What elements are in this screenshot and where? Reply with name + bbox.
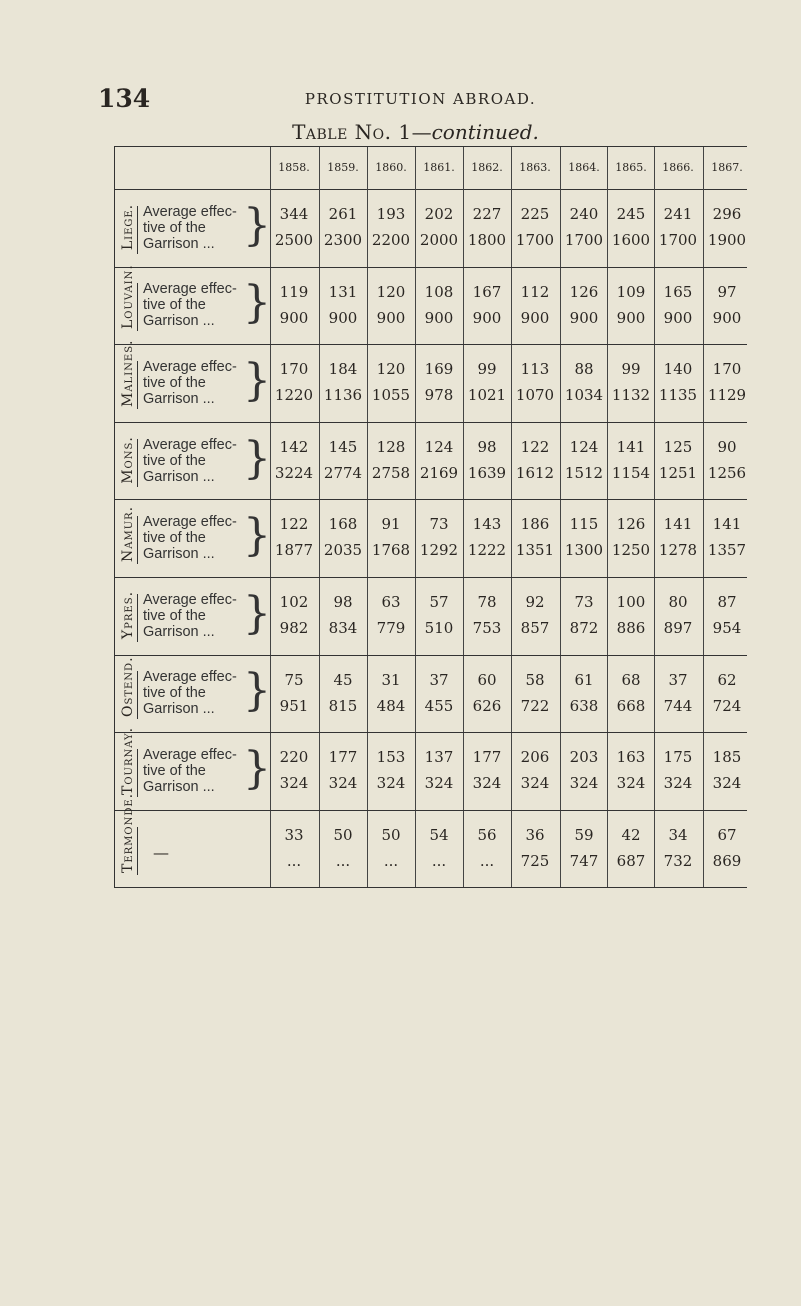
value-top: 90	[717, 437, 737, 456]
row-label-line: tive of the	[143, 297, 206, 314]
value-bottom: 978	[424, 386, 454, 405]
value-top: 42	[621, 825, 641, 844]
value-top: 98	[477, 437, 497, 456]
table-title: Table No. 1—continued.	[292, 120, 539, 144]
value-bottom: 1154	[611, 463, 651, 482]
value-bottom: ...	[431, 851, 447, 870]
value-bottom: 687	[616, 851, 646, 870]
value-bottom: 1600	[611, 231, 651, 249]
row-label-line: Garrison ...	[143, 313, 215, 330]
row-label-line: tive of the	[143, 452, 206, 469]
value-top: 33	[284, 825, 304, 844]
value-bottom: 954	[712, 619, 742, 637]
value-top: 203	[569, 748, 599, 767]
value-top: 167	[472, 282, 502, 301]
value-top: 186	[520, 515, 550, 534]
value-bottom: 455	[424, 696, 454, 715]
value-top: 122	[520, 437, 550, 456]
value-bottom: 2035	[323, 541, 363, 560]
value-bottom: 2169	[419, 463, 459, 482]
value-bottom: 900	[663, 308, 693, 327]
value-top: 153	[376, 748, 406, 767]
value-bottom: 1300	[564, 541, 604, 560]
value-bottom: 1132	[611, 386, 651, 405]
year-header: 1867.	[711, 161, 743, 174]
year-header: 1866.	[662, 161, 694, 174]
value-top: 78	[477, 593, 497, 611]
value-top: 45	[333, 670, 353, 689]
city-block	[115, 422, 747, 501]
value-top: 60	[477, 670, 497, 689]
value-bottom: 1250	[611, 541, 651, 560]
value-bottom: 1700	[515, 231, 555, 249]
label-rule	[137, 516, 138, 564]
value-top: 145	[328, 437, 358, 456]
value-top: 120	[376, 282, 406, 301]
city-name: Termonde.	[120, 792, 136, 873]
value-top: 120	[376, 360, 406, 379]
value-bottom: 1351	[515, 541, 555, 560]
year-header: 1865.	[615, 161, 647, 174]
value-bottom: ...	[479, 851, 495, 870]
value-top: 137	[424, 748, 454, 767]
city-name: Liege.	[120, 203, 136, 250]
value-top: 193	[376, 205, 406, 223]
value-top: 202	[424, 205, 454, 223]
value-bottom: 2000	[419, 231, 459, 249]
value-top: 119	[279, 282, 309, 301]
city-name: Tournay.	[120, 726, 136, 795]
value-top: 99	[477, 360, 497, 379]
value-top: 163	[616, 748, 646, 767]
city-name: Ypres.	[120, 590, 136, 639]
value-bottom: 1034	[564, 386, 604, 405]
value-bottom: 900	[616, 308, 646, 327]
value-bottom: 324	[663, 774, 693, 793]
brace-glyph: }	[243, 742, 271, 794]
value-top: 169	[424, 360, 454, 379]
value-bottom: 2300	[323, 231, 363, 249]
value-bottom: 324	[616, 774, 646, 793]
value-top: 241	[663, 205, 693, 223]
value-top: 184	[328, 360, 358, 379]
row-label-line: tive of the	[143, 530, 206, 547]
value-top: 37	[429, 670, 449, 689]
value-top: 225	[520, 205, 550, 223]
value-bottom: ...	[383, 851, 399, 870]
year-header: 1858.	[278, 161, 310, 174]
value-bottom: 1129	[707, 386, 747, 405]
value-bottom: 722	[520, 696, 550, 715]
value-top: 115	[569, 515, 599, 534]
value-top: 122	[279, 515, 309, 534]
value-bottom: 725	[520, 851, 550, 870]
value-bottom: 1292	[419, 541, 459, 560]
value-top: 220	[279, 748, 309, 767]
value-bottom: 510	[424, 619, 454, 637]
city-name: Ostend.	[120, 656, 136, 718]
value-bottom: 1768	[371, 541, 411, 560]
value-bottom: 982	[279, 619, 309, 637]
value-top: 227	[472, 205, 502, 223]
row-label	[143, 199, 271, 252]
value-bottom: 2200	[371, 231, 411, 249]
value-bottom: 1700	[564, 231, 604, 249]
value-top: 102	[279, 593, 309, 611]
year-header: 1863.	[519, 161, 551, 174]
brace-glyph: }	[243, 665, 271, 717]
label-rule	[137, 827, 138, 875]
value-top: 67	[717, 825, 737, 844]
value-top: 245	[616, 205, 646, 223]
value-top: 142	[279, 437, 309, 456]
value-top: 240	[569, 205, 599, 223]
running-head: PROSTITUTION ABROAD.	[304, 90, 537, 108]
value-top: 37	[668, 670, 688, 689]
label-rule	[137, 361, 138, 409]
label-rule	[137, 749, 138, 797]
value-bottom: 324	[569, 774, 599, 793]
value-top: 113	[520, 360, 550, 379]
value-top: 100	[616, 593, 646, 611]
value-bottom: ...	[335, 851, 351, 870]
value-top: 140	[663, 360, 693, 379]
table-title-prefix: Table No. 1	[292, 120, 412, 144]
value-top: 177	[472, 748, 502, 767]
brace-glyph: }	[243, 432, 271, 484]
year-header: 1861.	[423, 161, 455, 174]
row-label	[143, 432, 271, 485]
row-label-line: Average effec-	[143, 203, 237, 220]
label-rule	[137, 671, 138, 719]
value-bottom: 815	[328, 696, 358, 715]
value-bottom: 724	[712, 696, 742, 715]
value-bottom: 897	[663, 619, 693, 637]
value-bottom: 1055	[371, 386, 411, 405]
value-top: 141	[663, 515, 693, 534]
value-top: 59	[574, 825, 594, 844]
value-top: 34	[668, 825, 688, 844]
brace-glyph: }	[243, 354, 271, 406]
year-header: 1860.	[375, 161, 407, 174]
value-top: 98	[333, 593, 353, 611]
value-bottom: 732	[663, 851, 693, 870]
value-top: 87	[717, 593, 737, 611]
value-bottom: 857	[520, 619, 550, 637]
value-bottom: 324	[328, 774, 358, 793]
value-bottom: 2500	[274, 231, 314, 249]
value-bottom: ...	[286, 851, 302, 870]
value-bottom: 626	[472, 696, 502, 715]
label-rule	[137, 283, 138, 331]
row-label	[143, 665, 271, 718]
value-bottom: 1136	[323, 386, 363, 405]
table-title-suffix: continued.	[431, 120, 539, 144]
value-bottom: 3224	[274, 463, 314, 482]
value-bottom: 324	[424, 774, 454, 793]
row-label-line: Garrison ...	[143, 390, 215, 407]
value-bottom: 1070	[515, 386, 555, 405]
value-bottom: 834	[328, 619, 358, 637]
value-bottom: 1222	[467, 541, 507, 560]
row-label	[143, 587, 271, 640]
value-top: 170	[279, 360, 309, 379]
row-label-line: Garrison ...	[143, 235, 215, 252]
value-bottom: 900	[328, 308, 358, 327]
value-top: 57	[429, 593, 449, 611]
value-top: 175	[663, 748, 693, 767]
city-name: Louvain.	[120, 264, 136, 330]
value-top: 165	[663, 282, 693, 301]
city-block	[115, 499, 747, 578]
value-top: 62	[717, 670, 737, 689]
value-top: 141	[616, 437, 646, 456]
value-top: 75	[284, 670, 304, 689]
row-label	[143, 742, 271, 795]
value-bottom: 747	[569, 851, 599, 870]
value-top: 128	[376, 437, 406, 456]
value-bottom: 900	[279, 308, 309, 327]
value-bottom: 1220	[274, 386, 314, 405]
city-name: Mons.	[120, 435, 136, 484]
header-row	[115, 147, 747, 190]
value-bottom: 1021	[467, 386, 507, 405]
value-bottom: 324	[712, 774, 742, 793]
value-top: 97	[717, 282, 737, 301]
city-block	[115, 339, 747, 423]
label-rule	[137, 206, 138, 254]
city-name: Malines.	[120, 339, 136, 407]
value-bottom: 900	[424, 308, 454, 327]
row-label-line: Average effec-	[143, 591, 237, 608]
value-top: 141	[712, 515, 742, 534]
year-header: 1859.	[327, 161, 359, 174]
brace-glyph: }	[243, 199, 271, 251]
city-block	[115, 189, 747, 268]
city-name: Namur.	[120, 506, 136, 563]
value-top: 296	[712, 205, 742, 223]
row-label-line: Average effec-	[143, 281, 237, 298]
value-bottom: 1357	[707, 541, 747, 560]
row-label-line: Garrison ...	[143, 623, 215, 640]
value-top: 56	[477, 825, 497, 844]
value-bottom: 1700	[658, 231, 698, 249]
value-bottom: 324	[472, 774, 502, 793]
value-top: 124	[569, 437, 599, 456]
value-top: 61	[574, 670, 594, 689]
row-label-line: Average effec-	[143, 746, 237, 763]
value-bottom: 484	[376, 696, 406, 715]
value-bottom: 2758	[371, 463, 411, 482]
value-top: 50	[381, 825, 401, 844]
brace-glyph: }	[243, 587, 271, 639]
value-top: 143	[472, 515, 502, 534]
value-bottom: 668	[616, 696, 646, 715]
value-top: 177	[328, 748, 358, 767]
value-top: 344	[279, 205, 309, 223]
label-rule	[137, 594, 138, 642]
row-label-line: Garrison ...	[143, 701, 215, 718]
value-top: 73	[574, 593, 594, 611]
value-bottom: 324	[279, 774, 309, 793]
value-bottom: 753	[472, 619, 502, 637]
row-label-line: Garrison ...	[143, 778, 215, 795]
value-bottom: 324	[376, 774, 406, 793]
value-top: 170	[712, 360, 742, 379]
value-top: 185	[712, 748, 742, 767]
row-label	[143, 354, 271, 407]
value-bottom: 779	[376, 619, 406, 637]
row-label-line: tive of the	[143, 219, 206, 236]
city-block	[115, 792, 747, 889]
value-top: 36	[525, 825, 545, 844]
value-bottom: 1251	[658, 463, 698, 482]
value-top: 131	[328, 282, 358, 301]
city-block	[115, 264, 747, 346]
value-top: 109	[616, 282, 646, 301]
row-label-line: Average effec-	[143, 358, 237, 375]
value-bottom: 1800	[467, 231, 507, 249]
value-top: 125	[663, 437, 693, 456]
value-bottom: 2774	[323, 463, 363, 482]
value-top: 168	[328, 515, 358, 534]
value-top: 80	[668, 593, 688, 611]
value-top: 73	[429, 515, 449, 534]
row-label-line: tive of the	[143, 762, 206, 779]
value-top: 31	[381, 670, 401, 689]
value-bottom: 1877	[274, 541, 314, 560]
row-label-line: Garrison ...	[143, 468, 215, 485]
value-bottom: 744	[663, 696, 693, 715]
city-block	[115, 726, 747, 811]
value-top: 54	[429, 825, 449, 844]
row-label	[143, 277, 271, 330]
brace-glyph: }	[243, 510, 271, 562]
value-bottom: 1278	[658, 541, 698, 560]
value-top: 126	[569, 282, 599, 301]
value-bottom: 900	[520, 308, 550, 327]
page-number: 134	[98, 84, 151, 113]
row-label	[143, 510, 271, 563]
row-label-line: Average effec-	[143, 436, 237, 453]
label-rule	[137, 439, 138, 487]
value-top: 50	[333, 825, 353, 844]
value-bottom: 1135	[658, 386, 698, 405]
value-top: 206	[520, 748, 550, 767]
statistics-table	[114, 146, 747, 888]
value-top: 261	[328, 205, 358, 223]
value-bottom: 1612	[515, 463, 555, 482]
value-bottom: 324	[520, 774, 550, 793]
value-bottom: 1900	[707, 231, 747, 249]
year-header: 1864.	[568, 161, 600, 174]
row-label: —	[153, 842, 169, 862]
value-top: 91	[381, 515, 401, 534]
value-top: 112	[520, 282, 550, 301]
value-bottom: 900	[569, 308, 599, 327]
row-label-line: tive of the	[143, 374, 206, 391]
value-top: 63	[381, 593, 401, 611]
value-bottom: 872	[569, 619, 599, 637]
row-label-line: Average effec-	[143, 669, 237, 686]
value-bottom: 869	[712, 851, 742, 870]
year-header: 1862.	[471, 161, 503, 174]
value-bottom: 900	[712, 308, 742, 327]
value-bottom: 951	[279, 696, 309, 715]
row-label-line: Garrison ...	[143, 546, 215, 563]
row-label-line: tive of the	[143, 685, 206, 702]
value-top: 92	[525, 593, 545, 611]
row-label-line: tive of the	[143, 607, 206, 624]
value-bottom: 886	[616, 619, 646, 637]
value-top: 108	[424, 282, 454, 301]
value-top: 58	[525, 670, 545, 689]
value-top: 68	[621, 670, 641, 689]
value-bottom: 1512	[564, 463, 604, 482]
value-top: 88	[574, 360, 594, 379]
value-bottom: 1256	[707, 463, 747, 482]
brace-glyph: }	[243, 277, 271, 329]
value-top: 99	[621, 360, 641, 379]
row-label-line: Average effec-	[143, 514, 237, 531]
value-top: 124	[424, 437, 454, 456]
value-top: 126	[616, 515, 646, 534]
value-bottom: 1639	[467, 463, 507, 482]
value-bottom: 638	[569, 696, 599, 715]
value-bottom: 900	[472, 308, 502, 327]
city-block	[115, 577, 747, 656]
city-block	[115, 655, 747, 734]
value-bottom: 900	[376, 308, 406, 327]
